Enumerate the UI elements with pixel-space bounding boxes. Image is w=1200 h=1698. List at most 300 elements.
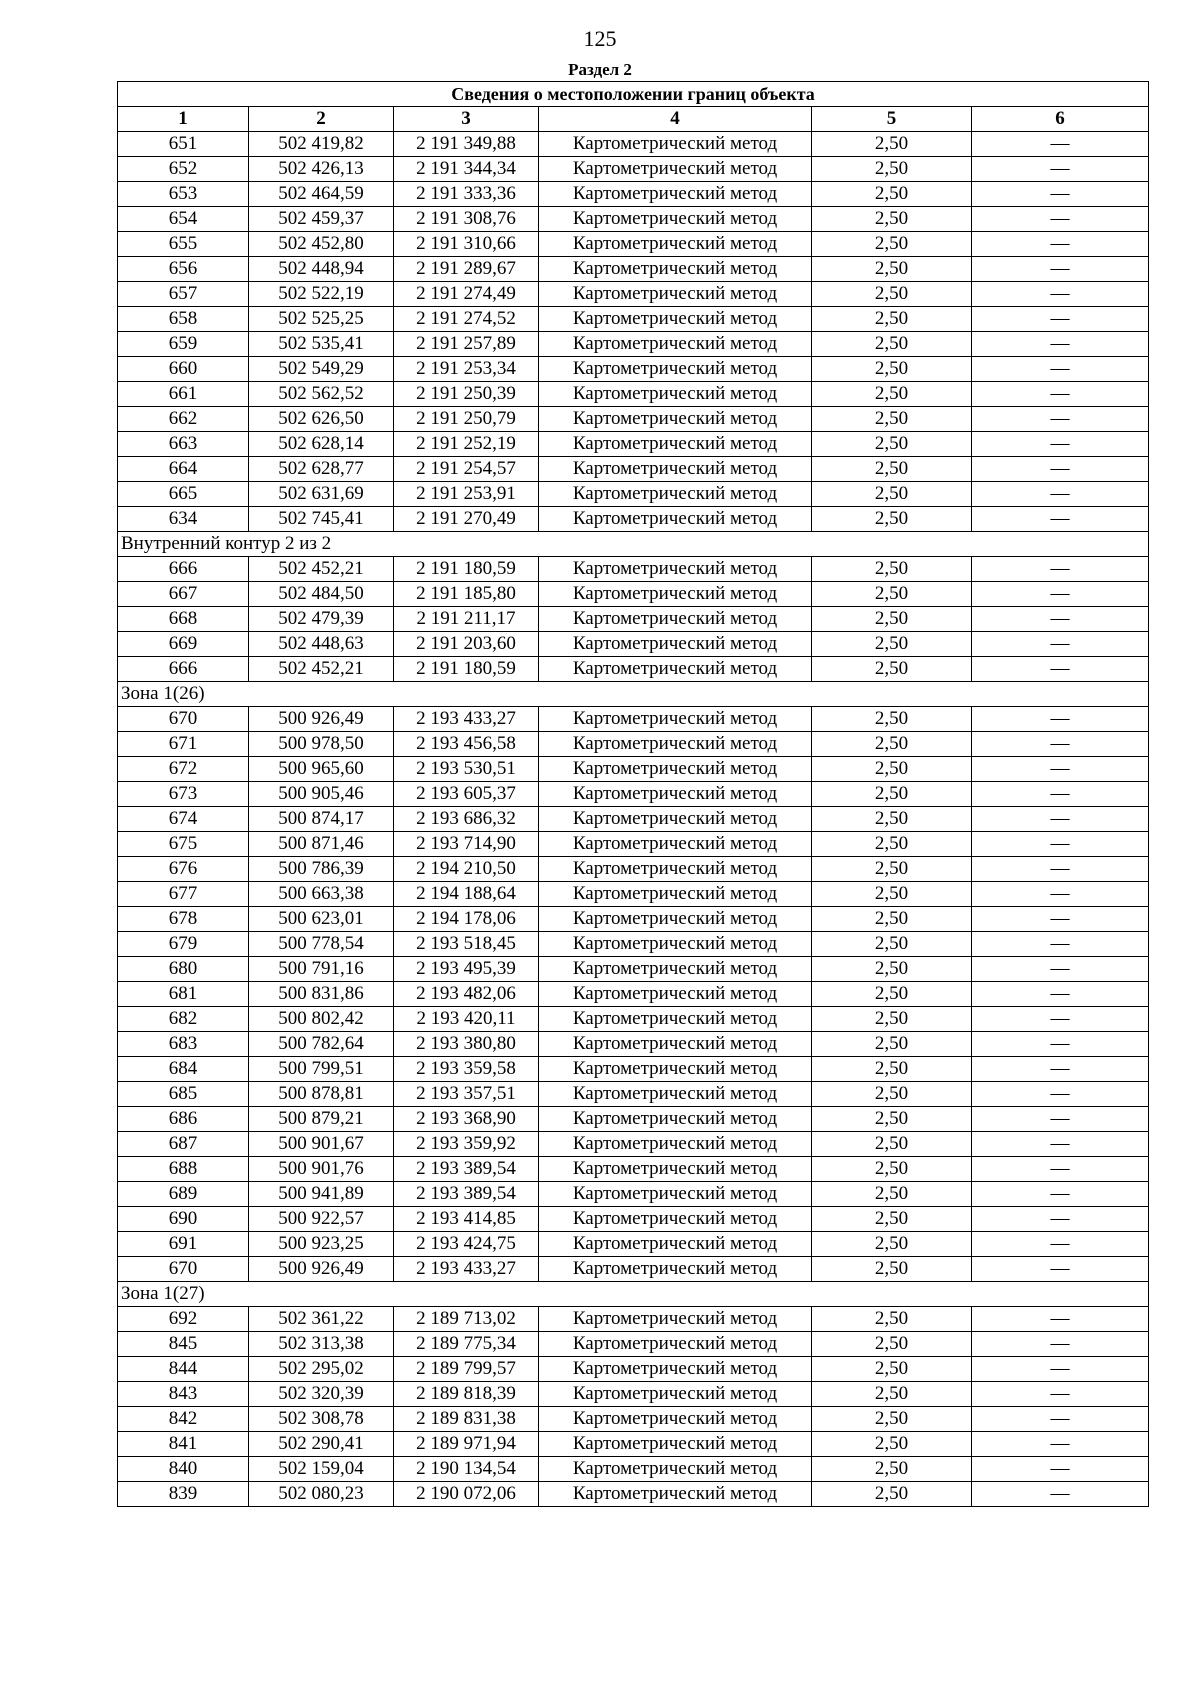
x-coordinate-cell: 500 878,81 (249, 1082, 394, 1107)
table-row (118, 857, 1149, 882)
accuracy-cell: 2,50 (812, 882, 972, 907)
point-number-cell: 666 (118, 657, 249, 682)
point-number-cell: 680 (118, 957, 249, 982)
point-number-cell: 678 (118, 907, 249, 932)
x-coordinate-cell: 502 361,22 (249, 1307, 394, 1332)
accuracy-cell: 2,50 (812, 1332, 972, 1357)
column-number: 3 (394, 107, 539, 132)
x-coordinate-cell: 502 159,04 (249, 1457, 394, 1482)
table-row (118, 632, 1149, 657)
table-row (118, 732, 1149, 757)
description-cell: — (972, 982, 1149, 1007)
accuracy-cell: 2,50 (812, 1482, 972, 1507)
point-number-cell: 670 (118, 1257, 249, 1282)
description-cell: — (972, 1432, 1149, 1457)
x-coordinate-cell: 502 459,37 (249, 207, 394, 232)
y-coordinate-cell: 2 189 831,38 (394, 1407, 539, 1432)
x-coordinate-cell: 502 484,50 (249, 582, 394, 607)
description-cell: — (972, 932, 1149, 957)
description-cell: — (972, 457, 1149, 482)
description-cell: — (972, 557, 1149, 582)
y-coordinate-cell: 2 191 252,19 (394, 432, 539, 457)
y-coordinate-cell: 2 193 357,51 (394, 1082, 539, 1107)
x-coordinate-cell: 500 778,54 (249, 932, 394, 957)
x-coordinate-cell: 500 871,46 (249, 832, 394, 857)
accuracy-cell: 2,50 (812, 1057, 972, 1082)
accuracy-cell: 2,50 (812, 1382, 972, 1407)
x-coordinate-cell: 500 941,89 (249, 1182, 394, 1207)
group-header-row (118, 1282, 1149, 1307)
point-number-cell: 657 (118, 282, 249, 307)
description-cell: — (972, 907, 1149, 932)
method-cell: Картометрический метод (539, 1457, 812, 1482)
point-number-cell: 839 (118, 1482, 249, 1507)
y-coordinate-cell: 2 194 188,64 (394, 882, 539, 907)
y-coordinate-cell: 2 191 274,49 (394, 282, 539, 307)
x-coordinate-cell: 502 295,02 (249, 1357, 394, 1382)
point-number-cell: 690 (118, 1207, 249, 1232)
accuracy-cell: 2,50 (812, 832, 972, 857)
x-coordinate-cell: 500 901,67 (249, 1132, 394, 1157)
table-caption-row (118, 82, 1149, 107)
point-number-cell: 686 (118, 1107, 249, 1132)
table-row (118, 1207, 1149, 1232)
y-coordinate-cell: 2 191 253,34 (394, 357, 539, 382)
y-coordinate-cell: 2 190 134,54 (394, 1457, 539, 1482)
description-cell: — (972, 1132, 1149, 1157)
y-coordinate-cell: 2 191 253,91 (394, 482, 539, 507)
description-cell: — (972, 507, 1149, 532)
column-number: 1 (118, 107, 249, 132)
column-number: 6 (972, 107, 1149, 132)
point-number-cell: 668 (118, 607, 249, 632)
point-number-cell: 651 (118, 132, 249, 157)
y-coordinate-cell: 2 193 389,54 (394, 1157, 539, 1182)
page-number: 125 (583, 26, 617, 51)
accuracy-cell: 2,50 (812, 1207, 972, 1232)
x-coordinate-cell: 502 464,59 (249, 182, 394, 207)
x-coordinate-cell: 502 426,13 (249, 157, 394, 182)
point-number-cell: 675 (118, 832, 249, 857)
description-cell: — (972, 1007, 1149, 1032)
point-number-cell: 842 (118, 1407, 249, 1432)
table-row (118, 1057, 1149, 1082)
y-coordinate-cell: 2 193 424,75 (394, 1232, 539, 1257)
method-cell: Картометрический метод (539, 357, 812, 382)
point-number-cell: 844 (118, 1357, 249, 1382)
group-header: Внутренний контур 2 из 2 (118, 532, 1149, 557)
method-cell: Картометрический метод (539, 1132, 812, 1157)
table-row (118, 1157, 1149, 1182)
table-row (118, 457, 1149, 482)
accuracy-cell: 2,50 (812, 782, 972, 807)
method-cell: Картометрический метод (539, 957, 812, 982)
y-coordinate-cell: 2 193 414,85 (394, 1207, 539, 1232)
accuracy-cell: 2,50 (812, 357, 972, 382)
table-row (118, 782, 1149, 807)
group-header: Зона 1(26) (118, 682, 1149, 707)
description-cell: — (972, 432, 1149, 457)
x-coordinate-cell: 502 535,41 (249, 332, 394, 357)
group-header-row (118, 682, 1149, 707)
description-cell: — (972, 407, 1149, 432)
description-cell: — (972, 182, 1149, 207)
accuracy-cell: 2,50 (812, 1407, 972, 1432)
table-row (118, 932, 1149, 957)
table-row (118, 907, 1149, 932)
x-coordinate-cell: 500 831,86 (249, 982, 394, 1007)
x-coordinate-cell: 502 419,82 (249, 132, 394, 157)
column-number-row (118, 107, 1149, 132)
method-cell: Картометрический метод (539, 1157, 812, 1182)
method-cell: Картометрический метод (539, 632, 812, 657)
table-row (118, 1232, 1149, 1257)
y-coordinate-cell: 2 191 257,89 (394, 332, 539, 357)
table-row (118, 582, 1149, 607)
table-row (118, 1482, 1149, 1507)
x-coordinate-cell: 500 782,64 (249, 1032, 394, 1057)
x-coordinate-cell: 502 631,69 (249, 482, 394, 507)
table-row (118, 657, 1149, 682)
accuracy-cell: 2,50 (812, 907, 972, 932)
accuracy-cell: 2,50 (812, 807, 972, 832)
point-number-cell: 840 (118, 1457, 249, 1482)
accuracy-cell: 2,50 (812, 157, 972, 182)
method-cell: Картометрический метод (539, 482, 812, 507)
table-row (118, 1432, 1149, 1457)
accuracy-cell: 2,50 (812, 182, 972, 207)
table-row (118, 1182, 1149, 1207)
y-coordinate-cell: 2 191 180,59 (394, 657, 539, 682)
method-cell: Картометрический метод (539, 782, 812, 807)
method-cell: Картометрический метод (539, 982, 812, 1007)
accuracy-cell: 2,50 (812, 207, 972, 232)
accuracy-cell: 2,50 (812, 432, 972, 457)
accuracy-cell: 2,50 (812, 1457, 972, 1482)
accuracy-cell: 2,50 (812, 982, 972, 1007)
y-coordinate-cell: 2 189 818,39 (394, 1382, 539, 1407)
description-cell: — (972, 132, 1149, 157)
point-number-cell: 665 (118, 482, 249, 507)
table-row (118, 357, 1149, 382)
description-cell: — (972, 1357, 1149, 1382)
y-coordinate-cell: 2 189 775,34 (394, 1332, 539, 1357)
description-cell: — (972, 1257, 1149, 1282)
y-coordinate-cell: 2 191 270,49 (394, 507, 539, 532)
method-cell: Картометрический метод (539, 1182, 812, 1207)
accuracy-cell: 2,50 (812, 307, 972, 332)
x-coordinate-cell: 500 926,49 (249, 1257, 394, 1282)
point-number-cell: 673 (118, 782, 249, 807)
table-row (118, 607, 1149, 632)
table-row (118, 1257, 1149, 1282)
table-row (118, 1332, 1149, 1357)
method-cell: Картометрический метод (539, 932, 812, 957)
method-cell: Картометрический метод (539, 732, 812, 757)
point-number-cell: 672 (118, 757, 249, 782)
accuracy-cell: 2,50 (812, 557, 972, 582)
method-cell: Картометрический метод (539, 207, 812, 232)
accuracy-cell: 2,50 (812, 707, 972, 732)
method-cell: Картометрический метод (539, 382, 812, 407)
accuracy-cell: 2,50 (812, 1307, 972, 1332)
y-coordinate-cell: 2 189 971,94 (394, 1432, 539, 1457)
description-cell: — (972, 1382, 1149, 1407)
y-coordinate-cell: 2 193 518,45 (394, 932, 539, 957)
description-cell: — (972, 357, 1149, 382)
method-cell: Картометрический метод (539, 1082, 812, 1107)
point-number-cell: 667 (118, 582, 249, 607)
point-number-cell: 682 (118, 1007, 249, 1032)
accuracy-cell: 2,50 (812, 1032, 972, 1057)
x-coordinate-cell: 500 901,76 (249, 1157, 394, 1182)
accuracy-cell: 2,50 (812, 607, 972, 632)
table-row (118, 707, 1149, 732)
table-row (118, 1082, 1149, 1107)
accuracy-cell: 2,50 (812, 457, 972, 482)
y-coordinate-cell: 2 189 799,57 (394, 1357, 539, 1382)
x-coordinate-cell: 502 448,94 (249, 257, 394, 282)
method-cell: Картометрический метод (539, 332, 812, 357)
method-cell: Картометрический метод (539, 1332, 812, 1357)
group-header: Зона 1(27) (118, 1282, 1149, 1307)
y-coordinate-cell: 2 193 714,90 (394, 832, 539, 857)
table-row (118, 257, 1149, 282)
method-cell: Картометрический метод (539, 1382, 812, 1407)
y-coordinate-cell: 2 193 482,06 (394, 982, 539, 1007)
method-cell: Картометрический метод (539, 807, 812, 832)
method-cell: Картометрический метод (539, 1232, 812, 1257)
table-row (118, 557, 1149, 582)
x-coordinate-cell: 502 308,78 (249, 1407, 394, 1432)
y-coordinate-cell: 2 191 274,52 (394, 307, 539, 332)
description-cell: — (972, 207, 1149, 232)
description-cell: — (972, 1032, 1149, 1057)
description-cell: — (972, 807, 1149, 832)
table-row (118, 332, 1149, 357)
x-coordinate-cell: 500 923,25 (249, 1232, 394, 1257)
method-cell: Картометрический метод (539, 1107, 812, 1132)
description-cell: — (972, 782, 1149, 807)
method-cell: Картометрический метод (539, 557, 812, 582)
point-number-cell: 687 (118, 1132, 249, 1157)
y-coordinate-cell: 2 193 605,37 (394, 782, 539, 807)
accuracy-cell: 2,50 (812, 1007, 972, 1032)
point-number-cell: 664 (118, 457, 249, 482)
y-coordinate-cell: 2 193 530,51 (394, 757, 539, 782)
accuracy-cell: 2,50 (812, 1357, 972, 1382)
point-number-cell: 663 (118, 432, 249, 457)
x-coordinate-cell: 502 562,52 (249, 382, 394, 407)
method-cell: Картометрический метод (539, 257, 812, 282)
section-title: Раздел 2 (568, 60, 632, 79)
accuracy-cell: 2,50 (812, 507, 972, 532)
table-row (118, 982, 1149, 1007)
accuracy-cell: 2,50 (812, 407, 972, 432)
method-cell: Картометрический метод (539, 657, 812, 682)
point-number-cell: 691 (118, 1232, 249, 1257)
description-cell: — (972, 1307, 1149, 1332)
table-row (118, 232, 1149, 257)
x-coordinate-cell: 500 978,50 (249, 732, 394, 757)
method-cell: Картометрический метод (539, 132, 812, 157)
table-row (118, 407, 1149, 432)
description-cell: — (972, 1157, 1149, 1182)
x-coordinate-cell: 500 874,17 (249, 807, 394, 832)
accuracy-cell: 2,50 (812, 757, 972, 782)
x-coordinate-cell: 500 965,60 (249, 757, 394, 782)
table-row (118, 207, 1149, 232)
x-coordinate-cell: 502 452,21 (249, 557, 394, 582)
table-row (118, 1032, 1149, 1057)
group-header-row (118, 532, 1149, 557)
accuracy-cell: 2,50 (812, 657, 972, 682)
point-number-cell: 841 (118, 1432, 249, 1457)
accuracy-cell: 2,50 (812, 957, 972, 982)
accuracy-cell: 2,50 (812, 482, 972, 507)
method-cell: Картометрический метод (539, 882, 812, 907)
point-number-cell: 662 (118, 407, 249, 432)
x-coordinate-cell: 502 452,80 (249, 232, 394, 257)
point-number-cell: 655 (118, 232, 249, 257)
method-cell: Картометрический метод (539, 1032, 812, 1057)
y-coordinate-cell: 2 193 389,54 (394, 1182, 539, 1207)
description-cell: — (972, 1182, 1149, 1207)
point-number-cell: 677 (118, 882, 249, 907)
accuracy-cell: 2,50 (812, 132, 972, 157)
y-coordinate-cell: 2 193 380,80 (394, 1032, 539, 1057)
point-number-cell: 658 (118, 307, 249, 332)
table-row (118, 432, 1149, 457)
method-cell: Картометрический метод (539, 832, 812, 857)
y-coordinate-cell: 2 191 250,39 (394, 382, 539, 407)
accuracy-cell: 2,50 (812, 632, 972, 657)
table-row (118, 482, 1149, 507)
table-row (118, 1132, 1149, 1157)
table-row (118, 182, 1149, 207)
method-cell: Картометрический метод (539, 1057, 812, 1082)
point-number-cell: 660 (118, 357, 249, 382)
y-coordinate-cell: 2 191 203,60 (394, 632, 539, 657)
x-coordinate-cell: 500 922,57 (249, 1207, 394, 1232)
method-cell: Картометрический метод (539, 1407, 812, 1432)
y-coordinate-cell: 2 191 289,67 (394, 257, 539, 282)
point-number-cell: 653 (118, 182, 249, 207)
point-number-cell: 689 (118, 1182, 249, 1207)
point-number-cell: 843 (118, 1382, 249, 1407)
method-cell: Картометрический метод (539, 857, 812, 882)
x-coordinate-cell: 502 549,29 (249, 357, 394, 382)
method-cell: Картометрический метод (539, 282, 812, 307)
point-number-cell: 688 (118, 1157, 249, 1182)
method-cell: Картометрический метод (539, 707, 812, 732)
x-coordinate-cell: 500 799,51 (249, 1057, 394, 1082)
description-cell: — (972, 657, 1149, 682)
y-coordinate-cell: 2 191 349,88 (394, 132, 539, 157)
y-coordinate-cell: 2 191 250,79 (394, 407, 539, 432)
description-cell: — (972, 282, 1149, 307)
x-coordinate-cell: 502 522,19 (249, 282, 394, 307)
table-row (118, 1407, 1149, 1432)
description-cell: — (972, 307, 1149, 332)
point-number-cell: 666 (118, 557, 249, 582)
table-row (118, 282, 1149, 307)
y-coordinate-cell: 2 193 420,11 (394, 1007, 539, 1032)
y-coordinate-cell: 2 191 254,57 (394, 457, 539, 482)
x-coordinate-cell: 502 745,41 (249, 507, 394, 532)
accuracy-cell: 2,50 (812, 1257, 972, 1282)
accuracy-cell: 2,50 (812, 1182, 972, 1207)
description-cell: — (972, 1332, 1149, 1357)
description-cell: — (972, 707, 1149, 732)
y-coordinate-cell: 2 191 211,17 (394, 607, 539, 632)
description-cell: — (972, 482, 1149, 507)
accuracy-cell: 2,50 (812, 1107, 972, 1132)
point-number-cell: 652 (118, 157, 249, 182)
point-number-cell: 674 (118, 807, 249, 832)
y-coordinate-cell: 2 191 308,76 (394, 207, 539, 232)
accuracy-cell: 2,50 (812, 732, 972, 757)
accuracy-cell: 2,50 (812, 1157, 972, 1182)
y-coordinate-cell: 2 191 333,36 (394, 182, 539, 207)
method-cell: Картометрический метод (539, 757, 812, 782)
method-cell: Картометрический метод (539, 1307, 812, 1332)
description-cell: — (972, 732, 1149, 757)
method-cell: Картометрический метод (539, 182, 812, 207)
x-coordinate-cell: 502 628,14 (249, 432, 394, 457)
method-cell: Картометрический метод (539, 407, 812, 432)
table-row (118, 307, 1149, 332)
y-coordinate-cell: 2 194 210,50 (394, 857, 539, 882)
accuracy-cell: 2,50 (812, 582, 972, 607)
point-number-cell: 681 (118, 982, 249, 1007)
column-number: 4 (539, 107, 812, 132)
description-cell: — (972, 1057, 1149, 1082)
accuracy-cell: 2,50 (812, 1232, 972, 1257)
x-coordinate-cell: 500 905,46 (249, 782, 394, 807)
description-cell: — (972, 857, 1149, 882)
x-coordinate-cell: 502 290,41 (249, 1432, 394, 1457)
x-coordinate-cell: 502 080,23 (249, 1482, 394, 1507)
accuracy-cell: 2,50 (812, 932, 972, 957)
table-row (118, 882, 1149, 907)
description-cell: — (972, 1232, 1149, 1257)
description-cell: — (972, 1457, 1149, 1482)
column-number: 5 (812, 107, 972, 132)
method-cell: Картометрический метод (539, 1482, 812, 1507)
description-cell: — (972, 332, 1149, 357)
y-coordinate-cell: 2 193 433,27 (394, 707, 539, 732)
method-cell: Картометрический метод (539, 432, 812, 457)
accuracy-cell: 2,50 (812, 232, 972, 257)
description-cell: — (972, 607, 1149, 632)
x-coordinate-cell: 502 525,25 (249, 307, 394, 332)
point-number-cell: 845 (118, 1332, 249, 1357)
description-cell: — (972, 1482, 1149, 1507)
accuracy-cell: 2,50 (812, 1082, 972, 1107)
y-coordinate-cell: 2 191 310,66 (394, 232, 539, 257)
x-coordinate-cell: 502 626,50 (249, 407, 394, 432)
y-coordinate-cell: 2 193 456,58 (394, 732, 539, 757)
point-number-cell: 669 (118, 632, 249, 657)
point-number-cell: 679 (118, 932, 249, 957)
table-caption: Сведения о местоположении границ объекта (118, 82, 1149, 107)
point-number-cell: 634 (118, 507, 249, 532)
accuracy-cell: 2,50 (812, 382, 972, 407)
method-cell: Картометрический метод (539, 1357, 812, 1382)
x-coordinate-cell: 500 879,21 (249, 1107, 394, 1132)
y-coordinate-cell: 2 193 495,39 (394, 957, 539, 982)
